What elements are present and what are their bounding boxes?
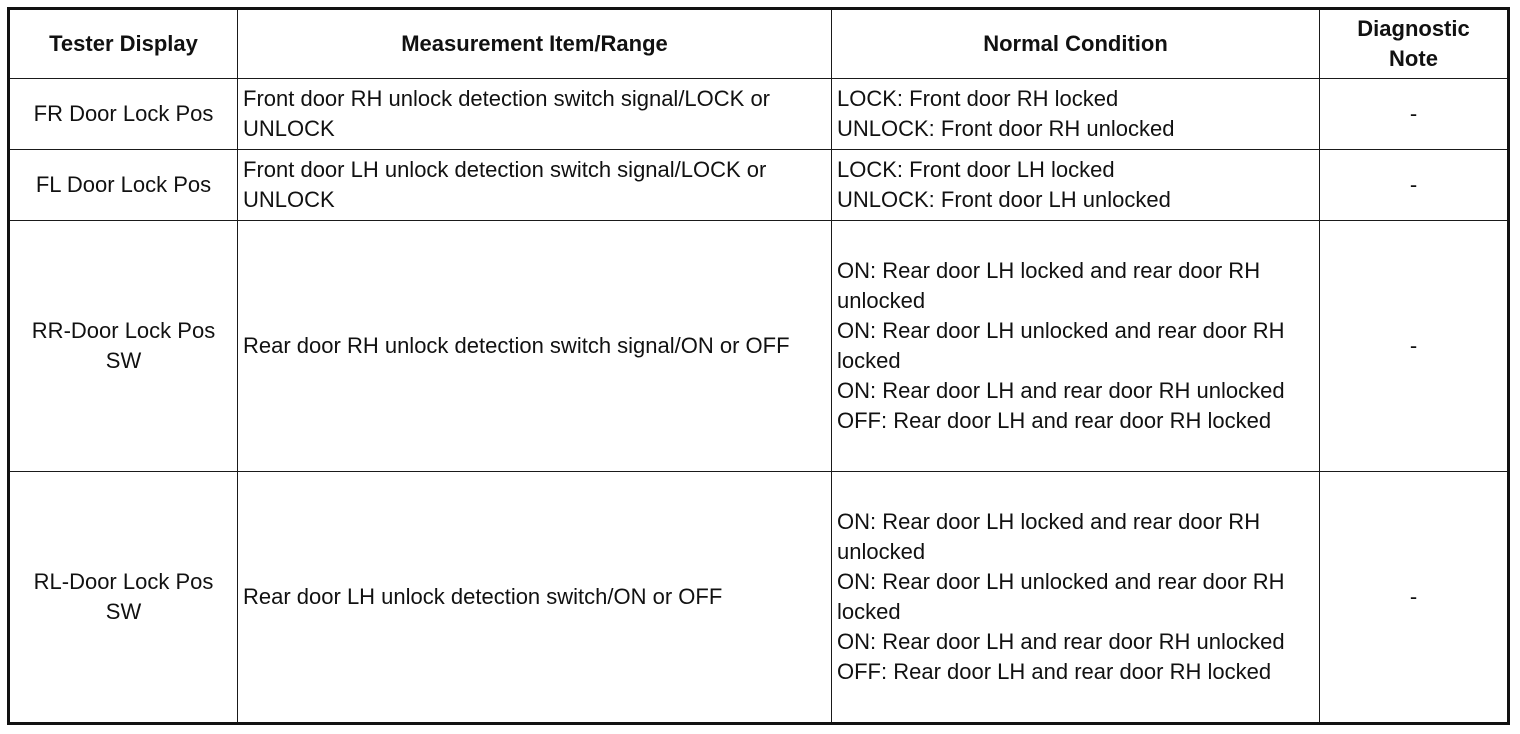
normal-condition-cell	[832, 472, 1320, 724]
diagnostic-note-cell: -	[1320, 79, 1509, 150]
normal-condition-cell	[832, 221, 1320, 472]
measurement-cell: Front door RH unlock detection switch signal/LOCK or UNLOCK	[238, 79, 832, 150]
condition-line: ON: Rear door LH locked and rear door RH unlocked	[837, 509, 1261, 564]
table-row	[9, 150, 1509, 221]
condition-line: UNLOCK: Front door RH unlocked	[837, 116, 1175, 141]
measurement-cell: Front door LH unlock detection switch signal/LOCK or UNLOCK	[238, 150, 832, 221]
diagnostic-note-cell: -	[1320, 221, 1509, 472]
condition-line: LOCK: Front door RH locked	[837, 86, 1119, 111]
tester-display-cell: FR Door Lock Pos	[9, 79, 238, 150]
table-row	[9, 472, 1509, 724]
header-diagnostic-note-line1: Diagnostic	[1357, 16, 1470, 41]
condition-line: OFF: Rear door LH and rear door RH locked	[837, 408, 1272, 433]
diagnostic-note-cell: -	[1320, 150, 1509, 221]
header-tester-display: Tester Display	[9, 9, 238, 79]
condition-line: ON: Rear door LH and rear door RH unlocked	[837, 629, 1285, 654]
normal-condition-cell	[832, 150, 1320, 221]
tester-display-cell: FL Door Lock Pos	[9, 150, 238, 221]
condition-line: ON: Rear door LH and rear door RH unlocked	[837, 378, 1285, 403]
data-list-table	[7, 7, 1510, 725]
header-diagnostic-note-line2: Note	[1389, 46, 1438, 71]
table-row	[9, 79, 1509, 150]
condition-line: ON: Rear door LH unlocked and rear door RH locked	[837, 318, 1285, 373]
measurement-cell: Rear door RH unlock detection switch signal/ON or OFF	[238, 221, 832, 472]
table-header-row	[9, 9, 1509, 79]
measurement-cell: Rear door LH unlock detection switch/ON or OFF	[238, 472, 832, 724]
condition-line: ON: Rear door LH locked and rear door RH unlocked	[837, 258, 1261, 313]
table-row	[9, 221, 1509, 472]
tester-display-cell: RL-Door Lock Pos SW	[9, 472, 238, 724]
diagnostic-note-cell: -	[1320, 472, 1509, 724]
condition-line: OFF: Rear door LH and rear door RH locked	[837, 659, 1272, 684]
condition-line: UNLOCK: Front door LH unlocked	[837, 187, 1171, 212]
document-page	[7, 7, 1507, 725]
header-diagnostic-note	[1320, 9, 1509, 79]
condition-line: LOCK: Front door LH locked	[837, 157, 1115, 182]
normal-condition-cell	[832, 79, 1320, 150]
header-measurement-item: Measurement Item/Range	[238, 9, 832, 79]
header-normal-condition: Normal Condition	[832, 9, 1320, 79]
tester-display-cell: RR-Door Lock Pos SW	[9, 221, 238, 472]
condition-line: ON: Rear door LH unlocked and rear door RH locked	[837, 569, 1285, 624]
